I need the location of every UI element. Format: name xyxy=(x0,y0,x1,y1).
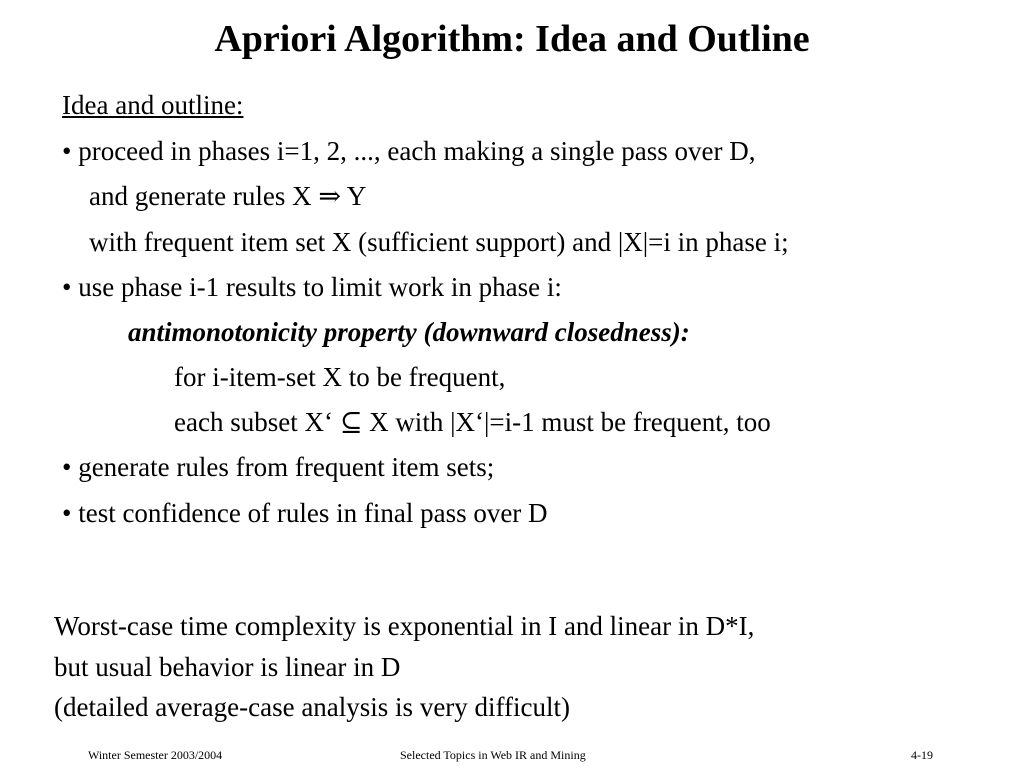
bullet-generate-rules-line: and generate rules X ⇒ Y xyxy=(89,181,367,211)
bullet-test-confidence: • test confidence of rules in final pass over D xyxy=(62,498,548,528)
antimonotonicity-heading: antimonotonicity property (downward closedness): xyxy=(128,317,690,347)
bullet-frequent-item-set-line: with frequent item set X (sufficient support) and |X|=i in phase i; xyxy=(89,227,789,257)
complexity-line-3: (detailed average-case analysis is very difficult) xyxy=(54,692,571,722)
slide-title: Apriori Algorithm: Idea and Outline xyxy=(214,18,810,60)
bullet-generate-rules-from-sets: • generate rules from frequent item sets; xyxy=(62,452,495,482)
subset-condition-line: each subset X‘ ⊆ X with |X‘|=i-1 must be frequent, too xyxy=(174,407,771,437)
footer-page-number: 4-19 xyxy=(911,748,933,762)
complexity-line-1: Worst-case time complexity is exponential in I and linear in D*I, xyxy=(54,611,755,641)
outline-heading: Idea and outline: xyxy=(62,90,244,120)
footer-course-title: Selected Topics in Web IR and Mining xyxy=(400,748,586,762)
bullet-proceed-phases: • proceed in phases i=1, 2, ..., each making a single pass over D, xyxy=(62,136,756,166)
bullet-use-phase-results: • use phase i-1 results to limit work in phase i: xyxy=(62,272,562,302)
frequent-condition-line: for i-item-set X to be frequent, xyxy=(174,362,506,392)
complexity-line-2: but usual behavior is linear in D xyxy=(54,652,401,682)
footer-semester: Winter Semester 2003/2004 xyxy=(88,748,223,762)
